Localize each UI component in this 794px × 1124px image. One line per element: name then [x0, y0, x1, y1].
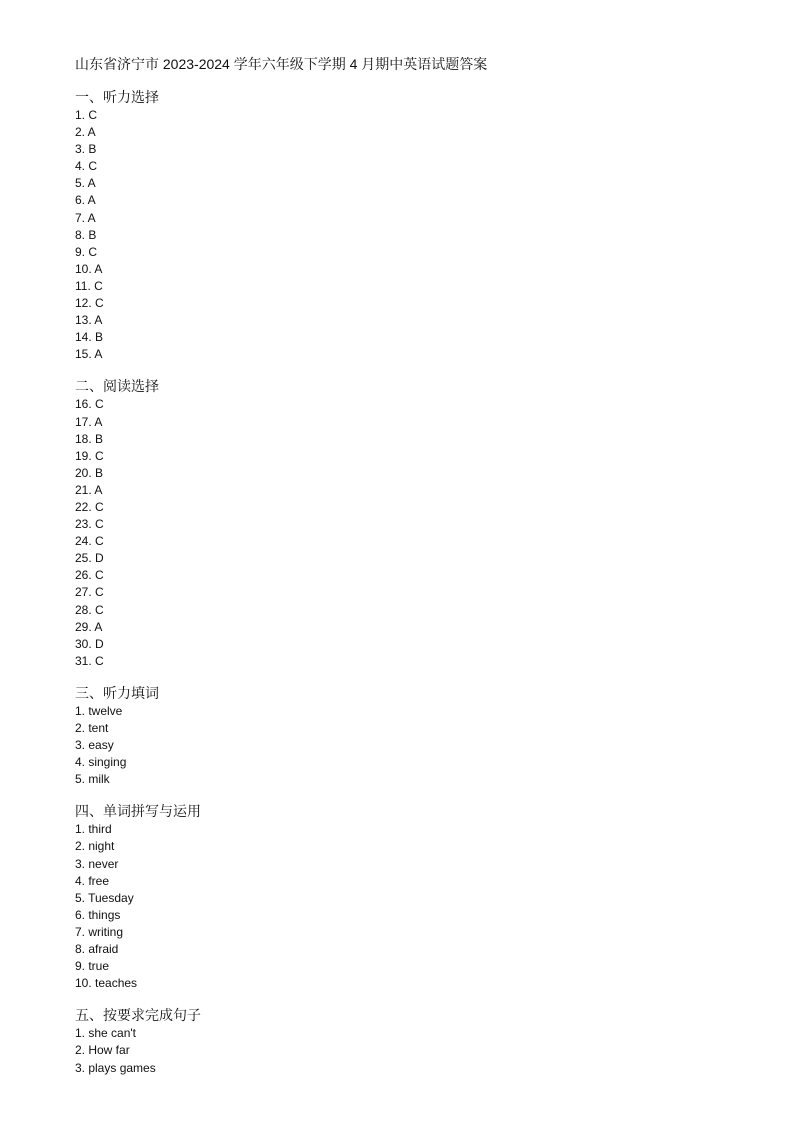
answer-item: 20. B: [75, 465, 104, 480]
answer-item: 2. night: [75, 839, 115, 854]
answer-section: [75, 377, 755, 670]
answer-item: 11. C: [75, 278, 103, 293]
answer-section: [75, 684, 755, 788]
answer-list: [75, 821, 755, 992]
answer-item: 8. B: [75, 227, 97, 242]
answer-item: 23. C: [75, 517, 104, 532]
answer-item: 18. B: [75, 431, 104, 446]
answer-item: 30. D: [75, 636, 104, 651]
answer-item: 1. C: [75, 108, 98, 122]
answer-item: 4. C: [75, 159, 98, 174]
answer-item: 21. A: [75, 482, 103, 497]
answer-item: 2. How far: [75, 1043, 130, 1058]
answer-item: 6. A: [75, 193, 96, 208]
answer-item: 17. A: [75, 414, 103, 429]
answer-item: 10. teaches: [75, 976, 138, 991]
document-title: 山东省济宁市 2023-2024 学年六年级下学期 4 月期中英语试题答案: [75, 56, 488, 72]
answer-item: 7. A: [75, 210, 96, 225]
answer-document: [75, 54, 755, 1077]
answer-section: [75, 88, 755, 363]
answer-list: [75, 107, 755, 363]
answer-item: 4. free: [75, 873, 110, 888]
section-heading: 五、按要求完成句子: [75, 1007, 201, 1024]
answer-item: 19. C: [75, 448, 104, 463]
section-heading: 三、听力填词: [75, 684, 159, 701]
answer-item: 1. twelve: [75, 703, 123, 718]
answer-item: 1. third: [75, 822, 112, 837]
answer-item: 12. C: [75, 296, 104, 311]
section-heading: 四、单词拼写与运用: [75, 803, 201, 820]
answer-section: [75, 802, 755, 992]
answer-item: 28. C: [75, 602, 104, 617]
answer-item: 7. writing: [75, 924, 124, 939]
answer-item: 10. A: [75, 261, 103, 276]
answer-item: 3. never: [75, 856, 119, 871]
answer-item: 25. D: [75, 551, 104, 566]
answer-item: 3. easy: [75, 738, 114, 753]
answer-item: 3. B: [75, 142, 97, 157]
answer-item: 2. A: [75, 125, 96, 140]
answer-item: 2. tent: [75, 721, 109, 735]
answer-list: [75, 1025, 755, 1076]
section-heading: 一、听力选择: [75, 89, 159, 105]
answer-item: 26. C: [75, 568, 104, 583]
answer-item: 16. C: [75, 397, 104, 412]
answer-item: 15. A: [75, 347, 103, 362]
answer-list: [75, 703, 755, 788]
answer-item: 29. A: [75, 619, 103, 634]
answer-item: 24. C: [75, 534, 104, 549]
answer-item: 1. she can't: [75, 1026, 136, 1041]
answer-section: [75, 1006, 755, 1076]
answer-item: 27. C: [75, 585, 104, 600]
answer-item: 3. plays games: [75, 1060, 156, 1075]
section-heading: 二、阅读选择: [75, 378, 159, 395]
answer-item: 8. afraid: [75, 942, 119, 957]
answer-item: 9. C: [75, 244, 98, 259]
answer-item: 5. A: [75, 176, 96, 191]
answer-item: 9. true: [75, 959, 110, 974]
answer-item: 22. C: [75, 499, 104, 514]
answer-item: 4. singing: [75, 755, 127, 770]
answer-item: 5. Tuesday: [75, 890, 134, 905]
answer-item: 13. A: [75, 313, 103, 328]
answer-item: 6. things: [75, 907, 121, 922]
answer-item: 14. B: [75, 330, 104, 345]
answer-sections: [75, 88, 755, 1077]
answer-item: 5. milk: [75, 772, 110, 787]
answer-item: 31. C: [75, 653, 104, 668]
answer-list: [75, 396, 755, 670]
